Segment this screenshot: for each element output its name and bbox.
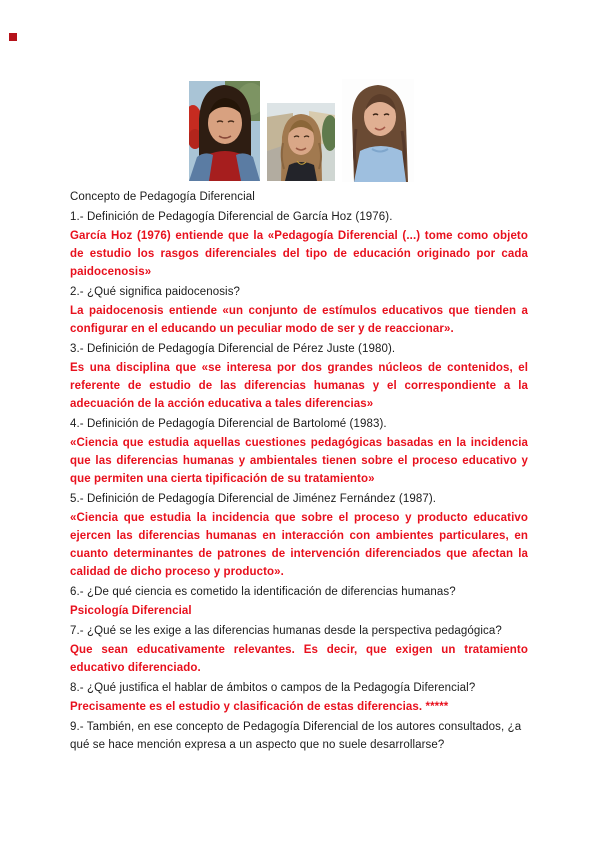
question-5: 5.- Definición de Pedagogía Diferencial de Jiménez Fernández (1987). — [70, 492, 437, 505]
answer-2: La paidocenosis entiende «un conjunto de estímulos educativos que tienden a configurar en el educando un peculiar modo de ser y de reaccionar». — [70, 305, 528, 335]
question-4: 4.- Definición de Pedagogía Diferencial de Bartolomé (1983). — [70, 417, 387, 430]
question-2: 2.- ¿Qué significa paidocenosis? — [70, 285, 241, 298]
red-corner-mark — [9, 33, 17, 41]
question-8: 8.- ¿Qué justifica el hablar de ámbitos o campos de la Pedagogía Diferencial? — [70, 681, 476, 694]
question-1: 1.- Definición de Pedagogía Diferencial de García Hoz (1976). — [70, 210, 393, 223]
answer-3: Es una disciplina que «se interesa por dos grandes núcleos de contenidos, el referente de estudio de las diferencias humanas y el correspondiente a la adecuación de la acción educativa a tales diferencias» — [70, 362, 528, 410]
answer-8: Precisamente es el estudio y clasificación de estas diferencias. ***** — [70, 701, 449, 713]
question-6: 6.- ¿De qué ciencia es cometido la identificación de diferencias humanas? — [70, 585, 456, 598]
question-9: 9.- También, en ese concepto de Pedagogía Diferencial de los autores consultados, ¿a qué se hace mención expresa a un aspecto que no suele desarrollarse? — [70, 720, 522, 751]
doc-title: Concepto de Pedagogía Diferencial — [70, 191, 255, 203]
answer-1: García Hoz (1976) entiende que la «Pedagogía Diferencial (...) tome como objeto de estudio los rasgos diferenciales del tipo de educación originado por cada paidocenosis» — [70, 230, 528, 278]
question-3: 3.- Definición de Pedagogía Diferencial de Pérez Juste (1980). — [70, 342, 396, 355]
answer-5: «Ciencia que estudia la incidencia que sobre el proceso y producto educativo ejercen las diferencias humanas en interacción con ambientes particulares, en cuanto determinantes de patrones de intervención diferenciados que afectan la calidad de dicho proceso y producto». — [70, 512, 528, 578]
answer-7: Que sean educativamente relevantes. Es decir, que exigen un tratamiento educativo diferenciado. — [70, 644, 528, 674]
answer-6: Psicología Diferencial — [70, 605, 192, 617]
question-7: 7.- ¿Qué se les exige a las diferencias humanas desde la perspectiva pedagógica? — [70, 624, 502, 637]
photo-portrait-1 — [189, 81, 260, 181]
photo-portrait-2 — [267, 103, 335, 181]
document-text — [70, 188, 528, 755]
answer-4: «Ciencia que estudia aquellas cuestiones pedagógicas basadas en la incidencia que las diferencias humanas y ambientales tienen sobre el proceso educativo y que permiten una cierta tipificación de su tratamiento» — [70, 437, 528, 485]
photo-strip — [188, 78, 416, 183]
photo-portrait-3 — [342, 79, 414, 182]
